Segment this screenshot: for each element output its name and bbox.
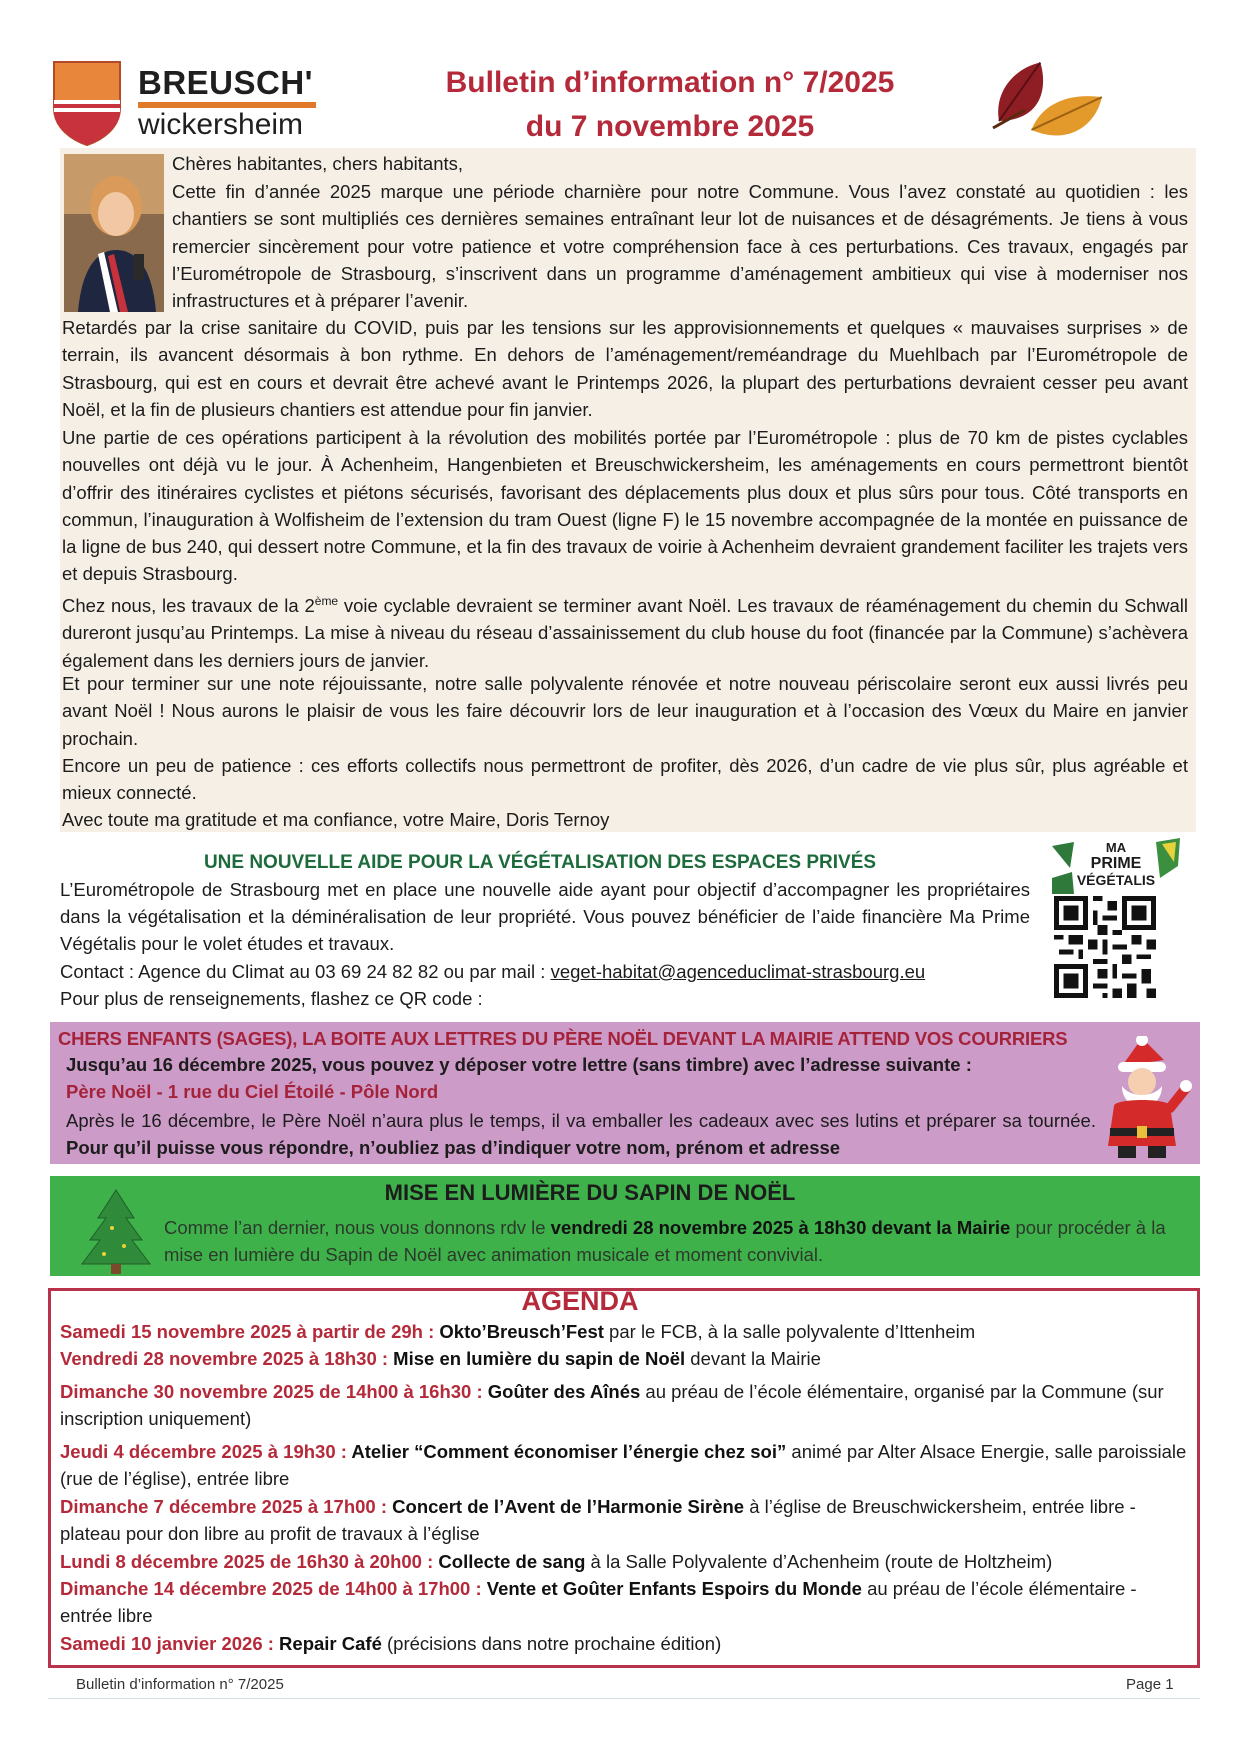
ma-prime-vegetalis-logo (1052, 838, 1180, 894)
editorial-greeting: Chères habitantes, chers habitants, (172, 153, 464, 174)
editorial-paragraph-2: Retardés par la crise sanitaire du COVID, puis par les tensions sur les approvisionnements et quelques « mauvaises surprises » de terrain, ils avancent désormais à bon rythme. En dehors de l’aménagement/reméandrage du Muehlbach par l’Eurométropole de Strasbourg, qui est en cours et devrait être achevé avant le Printemps 2026, la plupart des perturbations devraient cesser peu avant Noël, et la fin de plusieurs chantiers est attendue pour fin janvier. (62, 317, 1188, 420)
contact-email-link[interactable]: veget-habitat@agenceduclimat-strasbourg.eu (550, 961, 926, 982)
autumn-leaves-illustration (975, 58, 1115, 154)
santa-claus-illustration (1092, 1036, 1192, 1160)
mayor-portrait-photo (64, 154, 164, 312)
santa-instruction: Jusqu’au 16 décembre 2025, vous pouvez y déposer votre lettre (sans timbre) avec l’adresse suivante : (66, 1054, 972, 1075)
footer-divider (48, 1698, 1200, 1699)
contact-label: Contact : Agence du Climat au 03 69 24 82 82 ou par mail : (60, 961, 551, 982)
editorial-paragraph-3: Une partie de ces opérations participent à la révolution des mobilités portée par l’Eurométropole : plus de 70 km de pistes cyclables nouvelles ont déjà vu le jour. À Achenheim, Hangenbieten et Breuschwickersheim, les aménagements en cours permettront bientôt d’offrir des itinéraires cyclistes et piétons sécurisés, favorisant des déplacements plus doux et plus sûrs pour tous. Côté transports en commun, l’inauguration à Wolfisheim de l’extension du tram Ouest (ligne F) le 15 novembre accompagnée de la montée en puissance de la ligne de bus 240, qui dessert notre Commune, et la fin des travaux de voirie à Achenheim devraient grandement faciliter les trajets vers et depuis Strasbourg. (62, 427, 1188, 585)
logo-text-prime: PRIME (1090, 855, 1142, 872)
agenda-title: AGENDA (521, 1286, 639, 1316)
agenda-item-event: Collecte de sang (438, 1551, 586, 1572)
tree-body-before: Comme l’an dernier, nous vous donnons rdv le (164, 1217, 551, 1238)
agenda-item-date: Dimanche 30 novembre 2025 de 14h00 à 16h30 : (60, 1381, 488, 1402)
agenda-item (60, 1318, 1190, 1345)
agenda-item-event: Vente et Goûter Enfants Espoirs du Monde (486, 1578, 862, 1599)
santa-note (66, 1107, 1096, 1161)
agenda-item (60, 1345, 1190, 1372)
santa-address: Père Noël - 1 rue du Ciel Étoilé - Pôle Nord (66, 1081, 439, 1102)
agenda-item (60, 1378, 1190, 1432)
tree-body-after: pour procéder à la mise en lumière du Sapin de Noël avec animation musicale et moment convivial. (164, 1217, 1166, 1265)
tree-body-date: vendredi 28 novembre 2025 à 18h30 devant la Mairie (550, 1217, 1011, 1238)
agenda-item-event: Repair Café (279, 1633, 382, 1654)
agenda-item-event: Okto’Breusch’Fest (439, 1321, 604, 1342)
p4-superscript: ème (314, 594, 339, 608)
agenda-item-detail: par le FCB, à la salle polyvalente d’Ittenheim (603, 1321, 976, 1342)
agenda-item-event: Atelier “Comment économiser l’énergie chez soi” (351, 1441, 787, 1462)
vegetalisation-contact (60, 958, 1050, 985)
municipality-crest-logo (52, 60, 122, 146)
vegetalisation-title: UNE NOUVELLE AIDE POUR LA VÉGÉTALISATION DES ESPACES PRIVÉS (203, 852, 877, 873)
agenda-item-detail: au préau de l’école élémentaire, organisé par la Commune (sur inscription uniquement) (60, 1381, 1164, 1429)
santa-heading: CHERS ENFANTS (SAGES), LA BOITE AUX LETTRES DU PÈRE NOËL DEVANT LA MAIRIE ATTEND VOS COURRIERS (58, 1028, 1068, 1049)
agenda-item (60, 1548, 1190, 1575)
agenda-item-date: Vendredi 28 novembre 2025 à 18h30 : (60, 1348, 394, 1369)
logo-text-ma: MA (1105, 840, 1127, 855)
santa-note-plain: Après le 16 décembre, le Père Noël n’aura plus le temps, il va emballer les cadeaux avec ses lutins et préparer sa tournée. (66, 1110, 1096, 1131)
footer-page-number: Page 1 (1126, 1676, 1174, 1693)
bulletin-title: Bulletin d’information n° 7/2025 (445, 66, 895, 99)
agenda-item (60, 1575, 1190, 1629)
agenda-item-event: Mise en lumière du sapin de Noël (393, 1348, 686, 1369)
agenda-item-detail: devant la Mairie (685, 1348, 821, 1369)
agenda-item-date: Jeudi 4 décembre 2025 à 19h30 : (60, 1441, 352, 1462)
agenda-item-date: Samedi 10 janvier 2026 : (60, 1633, 280, 1654)
agenda-item-event: Goûter des Aînés (487, 1381, 641, 1402)
agenda-item-detail: au préau de l’école élémentaire - entrée libre (60, 1578, 1137, 1626)
agenda-item-date: Dimanche 7 décembre 2025 à 17h00 : (60, 1496, 393, 1517)
editorial-paragraph-1: Cette fin d’année 2025 marque une période charnière pour notre Commune. Vous l’avez constaté au quotidien : les chantiers se sont multipliés ces dernières semaines entraînant leur lot de nuisances et de désagréments. Je tiens à vous remercier sincèrement pour votre patience et votre compréhension face à ces perturbations. Ces travaux, engagés par l’Eurométropole de Strasbourg, s’inscrivent dans un programme d’aménagement ambitieux qui vise à moderniser nos infrastructures et à préparer l’avenir. (172, 181, 1188, 312)
editorial-signature: Avec toute ma gratitude et ma confiance, votre Maire, Doris Ternoy (62, 809, 610, 830)
bulletin-date: du 7 novembre 2025 (525, 110, 815, 143)
agenda-item (60, 1438, 1190, 1492)
editorial-paragraph-6: Encore un peu de patience : ces efforts collectifs nous permettront de profiter, dès 2026, d’un cadre de vie plus sûr, plus agréable et mieux connecté. (62, 755, 1188, 804)
agenda-item-date: Samedi 15 novembre 2025 à partir de 29h : (60, 1321, 440, 1342)
agenda-item-detail: à la Salle Polyvalente d’Achenheim (route de Holtzheim) (585, 1551, 1053, 1572)
vegetalisation-body: L’Eurométropole de Strasbourg met en place une nouvelle aide ayant pour objectif d’accompagner les propriétaires dans la végétalisation et la déminéralisation de leur propriété. Vous pouvez bénéficier de l’aide financière Ma Prime Végétalis pour le volet études et travaux. (60, 879, 1030, 954)
tree-lighting-title: MISE EN LUMIÈRE DU SAPIN DE NOËL (384, 1180, 796, 1205)
agenda-item-date: Dimanche 14 décembre 2025 de 14h00 à 17h00 : (60, 1578, 487, 1599)
agenda-item (60, 1630, 1190, 1657)
agenda-item-event: Concert de l’Avent de l’Harmonie Sirène (392, 1496, 745, 1517)
logo-text-vegetalis: VÉGÉTALIS (1076, 872, 1156, 888)
qr-code-image[interactable] (1054, 896, 1156, 998)
agenda-item-date: Lundi 8 décembre 2025 de 16h30 à 20h00 : (60, 1551, 439, 1572)
santa-note-bold: Pour qu’il puisse vous répondre, n’oubliez pas d’indiquer votre nom, prénom et adresse (66, 1137, 841, 1158)
brand-subname: wickersheim (138, 108, 304, 141)
p4-text-after: voie cyclable devraient se terminer avant Noël. Les travaux de réaménagement du chemin du Schwall dureront jusqu’au Printemps. La mise à niveau du réseau d’assainissement du club house du foot (financée par la Commune) s’achèvera également dans les derniers jours de janvier. (62, 595, 1188, 671)
agenda-item (60, 1493, 1190, 1547)
p4-text-before: Chez nous, les travaux de la 2 (62, 595, 315, 617)
vegetalisation-qr-instruction: Pour plus de renseignements, flashez ce QR code : (60, 988, 483, 1009)
editorial-paragraph-5: Et pour terminer sur une note réjouissante, notre salle polyvalente rénovée et notre nouveau périscolaire seront eux aussi livrés peu avant Noël ! Nous aurons le plaisir de vous les faire découvrir lors de leur inauguration et à l’occasion des Vœux du Maire en janvier prochain. (62, 673, 1188, 749)
tree-lighting-body (164, 1214, 1184, 1268)
footer-bulletin-label: Bulletin d’information n° 7/2025 (76, 1676, 284, 1693)
brand-name: BREUSCH' (138, 64, 314, 101)
agenda-item-detail: à l’église de Breuschwickersheim, entrée libre - plateau pour don libre au profit de travaux à l’église (60, 1496, 1136, 1544)
agenda-item-detail: (précisions dans notre prochaine édition) (381, 1633, 722, 1654)
editorial-paragraph-4 (62, 588, 1188, 674)
agenda-item-detail: animé par Alter Alsace Energie, salle paroissiale (rue de l’église), entrée libre (60, 1441, 1187, 1489)
christmas-tree-illustration (76, 1188, 156, 1274)
